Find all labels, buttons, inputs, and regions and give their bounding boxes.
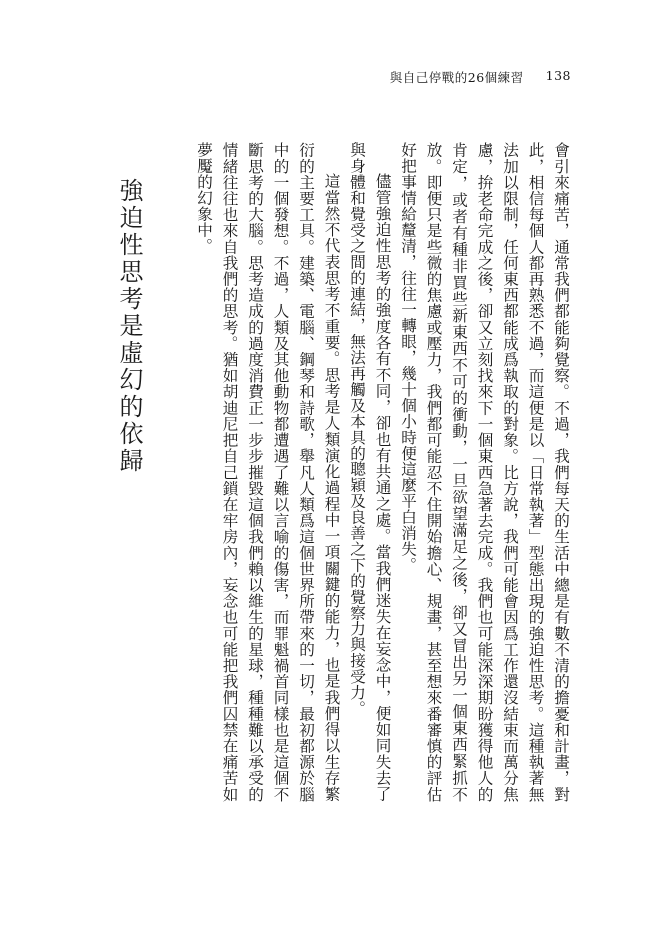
paragraph: 這當然不代表思考不重要。思考是人類演化過程中一項關鍵的能力，也是我們得以生存繁衍的主要工具。建築、電腦、鋼琴和詩歌，舉凡人類爲這個世界所帶來的一切，最初都源於腦中的一個發想。不過，人類及其他動物都遭遇了難以言喻的傷害，而罪魁禍首同樣也是這個不斷思考的大腦。思考造成的過度消費正一步步摧毀這個我們賴以維生的星球，種種難以承受的情緒往往也來自我們的思考。猶如胡迪尼把自己鎖在牢房內，妄念也可能把我們囚禁在痛苦如夢魘的幻象中。 xyxy=(195,142,341,802)
running-header xyxy=(390,68,571,86)
body-text xyxy=(153,142,573,802)
section-title: 強迫性思考是虛幻的依歸 xyxy=(115,178,143,475)
book-title: 與自己停戰的26個練習 xyxy=(389,70,524,85)
paragraph: 會引來痛苦，通常我們都能夠覺察。不過，我們每天的生活中總是有數不清的擔憂和計畫，對此，相信每個人都再熟悉不過，而這便是以「日常執著」型態出現的強迫性思考。這種執著無法加以限制，任何東西都能成爲執取的對象。比方說，我們可能會因爲工作還沒結束而萬分焦慮，拚老命完成之後，卻又立刻找來下一個東西急著去完成。我們也可能深深期盼獲得他人的肯定，或者有種非買些新東西不可的衝動，一旦欲望滿足之後，卻又冒出另一個東西緊抓不放。即便只是些微的焦慮或壓力，我們都可能忍不住開始擔心、規畫，甚至想來番審慎的評估好把事情給釐清，往往一轉眼，幾十個小時便這麼平白消失。 xyxy=(399,142,570,802)
paragraph: 儘管強迫性思考的強度各有不同，卻也有共通之處。當我們迷失在妄念中，便如同失去了與身體和覺受之間的連結，無法再觸及本具的聰穎及良善之下的覺察力與接受力。 xyxy=(348,142,392,802)
page-number: 138 xyxy=(545,68,571,83)
